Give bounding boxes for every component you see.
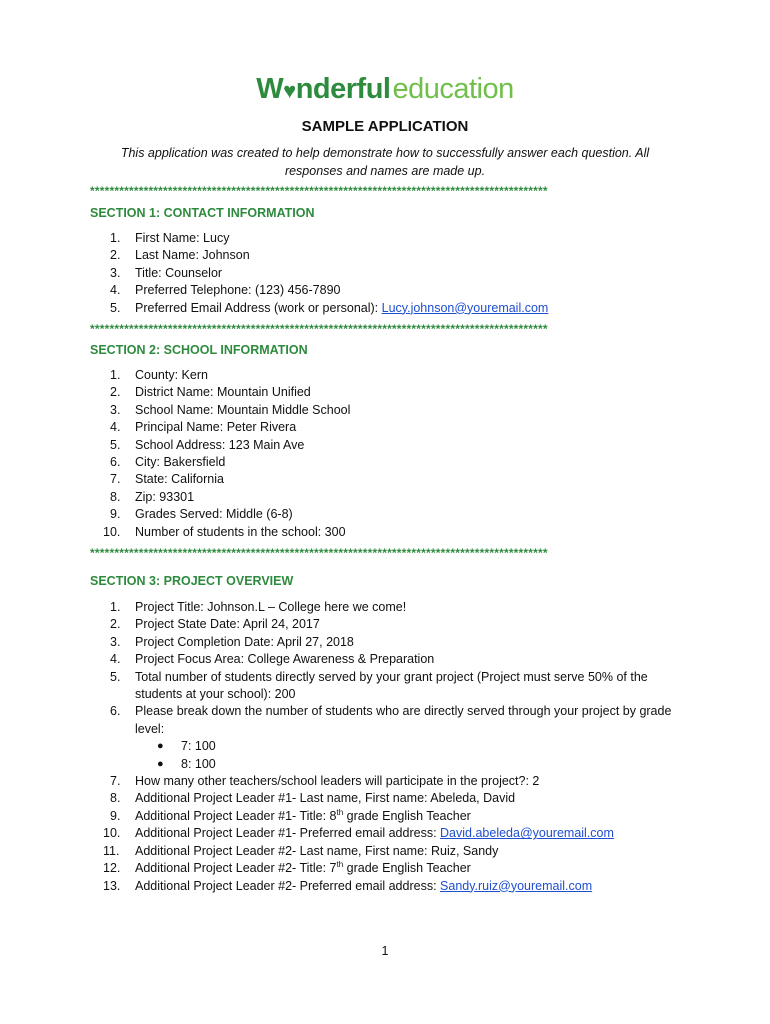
- logo-text-w: W: [256, 73, 284, 105]
- list-item: 10. Number of students in the school: 300: [103, 524, 346, 539]
- section-2-heading: SECTION 2: SCHOOL INFORMATION: [90, 343, 308, 357]
- list-item: 10. Additional Project Leader #1- Preferred email address: David.abeleda@youremail.com: [103, 826, 614, 841]
- list-item: 4. Project Focus Area: College Awareness & Preparation: [110, 652, 435, 667]
- list-item: 8. Additional Project Leader #1- Last name, First name: Abeleda, David: [110, 791, 516, 806]
- section-1-heading: SECTION 1: CONTACT INFORMATION: [90, 206, 315, 220]
- list-item: 1. Project Title: Johnson.L – College here we come!: [110, 600, 407, 614]
- list-item: 6. City: Bakersfield: [110, 455, 226, 470]
- logo-text-education: education: [392, 73, 514, 105]
- list-item: 4. Preferred Telephone: (123) 456-7890: [110, 283, 341, 298]
- list-item: 1. First Name: Lucy: [110, 231, 230, 245]
- page-number: 1: [381, 944, 389, 958]
- list-item: 6. Please break down the number of students who are directly served through your project by grade level: ● 7: 100 ● 8: 100: [90, 703, 680, 773]
- list-item: 4. Principal Name: Peter Rivera: [110, 420, 297, 435]
- bullet-icon: ●: [157, 757, 164, 770]
- separator-stars: **********************************************************************************************: [90, 546, 548, 560]
- list-item: 3. Project Completion Date: April 27, 2018: [110, 634, 354, 649]
- logo-text-nderful: nderful: [295, 73, 391, 105]
- list-item: 5. Preferred Email Address (work or personal): Lucy.johnson@youremail.com: [110, 300, 549, 315]
- list-item: 2. District Name: Mountain Unified: [110, 385, 311, 400]
- list-item: 9. Additional Project Leader #1- Title: 8th grade English Teacher: [110, 807, 471, 823]
- section-2-list: [90, 367, 680, 541]
- page-title: SAMPLE APPLICATION: [301, 118, 469, 135]
- list-item: 5. School Address: 123 Main Ave: [110, 437, 305, 452]
- sub-list-item: ● 8: 100: [135, 756, 680, 773]
- email-link-sandy[interactable]: Sandy.ruiz@youremail.com: [440, 878, 593, 893]
- list-item: 1. County: Kern: [110, 368, 208, 382]
- email-link-lucy[interactable]: Lucy.johnson@youremail.com: [381, 300, 549, 315]
- grade-breakdown-list: [135, 738, 680, 773]
- list-item: 8. Zip: 93301: [110, 489, 195, 504]
- list-item: 11. Additional Project Leader #2- Last name, First name: Ruiz, Sandy: [103, 843, 499, 858]
- section-3-list: [90, 599, 680, 895]
- list-item: 7. How many other teachers/school leaders will participate in the project?: 2: [110, 774, 540, 789]
- list-item: 5. Total number of students directly served by your grant project (Project must serve 50% of the students at your school): 200: [110, 669, 648, 702]
- separator-stars: **********************************************************************************************: [90, 184, 548, 198]
- wonderful-education-logo: [0, 70, 770, 110]
- bullet-icon: ●: [157, 740, 164, 753]
- list-item: 7. State: California: [110, 472, 224, 487]
- heart-icon: ♥: [283, 78, 296, 103]
- list-item: 3. School Name: Mountain Middle School: [110, 402, 351, 417]
- list-item: 2. Project State Date: April 24, 2017: [110, 617, 320, 632]
- separator-stars: **********************************************************************************************: [90, 322, 548, 336]
- list-item: 13. Additional Project Leader #2- Preferred email address: Sandy.ruiz@youremail.com: [103, 878, 593, 893]
- section-1-list: [90, 230, 680, 317]
- email-link-david[interactable]: David.abeleda@youremail.com: [440, 826, 614, 841]
- list-item: 3. Title: Counselor: [110, 265, 223, 280]
- list-item: 12. Additional Project Leader #2- Title: 7th grade English Teacher: [103, 859, 471, 876]
- sub-list-item: ● 7: 100: [135, 738, 680, 755]
- page-subtitle: This application was created to help demonstrate how to successfully answer each question. All responses and names are made up.: [120, 146, 650, 178]
- list-item: 9. Grades Served: Middle (6-8): [110, 507, 293, 522]
- section-3-heading: SECTION 3: PROJECT OVERVIEW: [90, 574, 294, 588]
- list-item: 2. Last Name: Johnson: [110, 248, 250, 263]
